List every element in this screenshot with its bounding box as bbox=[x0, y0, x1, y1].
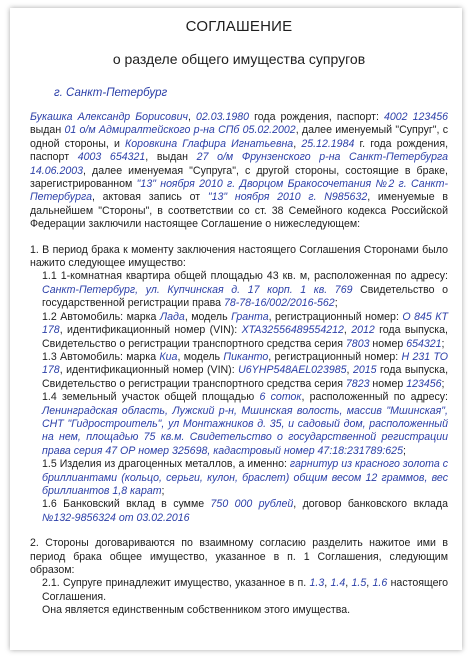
wife-name: Коровкина Глафира Игнатьевна bbox=[125, 137, 294, 150]
car2-number: 123456 bbox=[406, 377, 442, 390]
husband-passport: 4002 123456 bbox=[384, 111, 448, 123]
text: 2.1. Супруге принадлежит имущество, указанное в п. bbox=[42, 577, 310, 590]
document-subtitle: о разделе общего имущества супругов bbox=[112, 51, 366, 67]
clause-ref: 1.6 bbox=[372, 577, 388, 590]
text: года рождения, паспорт: bbox=[249, 111, 384, 123]
text: , именуемые в дальнейшем "Стороны", в соответствии со ст. 38 Семейного кодекса Российской Федерации заключили настоящее Соглашение о нижеследующем: bbox=[30, 191, 449, 231]
item-1-5 bbox=[30, 458, 448, 498]
car2-brand: Киа bbox=[159, 350, 178, 363]
text: выдан bbox=[30, 124, 65, 137]
text: 1.5 Изделия из драгоценных металлов, а именно: bbox=[42, 458, 290, 471]
item-1-2 bbox=[30, 311, 448, 351]
text: , актовая запись от bbox=[91, 191, 208, 204]
text: , bbox=[187, 111, 196, 123]
text: , bbox=[293, 137, 302, 150]
car2-series: 7823 bbox=[345, 377, 370, 390]
text: , идентификационный номер (VIN): bbox=[59, 324, 242, 337]
text: , bbox=[324, 577, 331, 590]
text: ; bbox=[402, 444, 406, 457]
item-2-1-owner: Она является единственным собственником этого имущества. bbox=[42, 604, 351, 617]
item-1-6 bbox=[30, 498, 448, 525]
text: 1.1 1-комнатная квартира общей площадью 43 кв. м, расположенная по адресу: bbox=[42, 270, 448, 283]
text: , далее именуемая "Супруга", с другой стороны, состоящие в браке, зарегистрированном bbox=[30, 164, 448, 191]
text: г. года рождения, паспорт bbox=[30, 137, 449, 164]
car2-year: 2015 bbox=[352, 364, 377, 377]
text: , идентификационный номер (VIN): bbox=[59, 364, 239, 377]
text: , расположенный по адресу: bbox=[301, 391, 448, 404]
text: , bbox=[345, 577, 352, 590]
text: , модель bbox=[184, 310, 232, 323]
text: , модель bbox=[177, 350, 224, 363]
text: 1.2 Автомобиль: марка bbox=[42, 310, 160, 323]
text: , bbox=[343, 324, 352, 337]
car2-model: Пиканто bbox=[223, 350, 269, 363]
item-1-3 bbox=[30, 351, 448, 391]
text: , договор банковского вклада bbox=[293, 498, 448, 511]
text: 1.4 земельный участок общей площадью bbox=[42, 391, 260, 404]
text: , регистрационный номер: bbox=[268, 350, 402, 363]
text: года выпуска, Свидетельство о регистрации транспортного средства серия bbox=[42, 364, 449, 390]
section-1-intro: 1. В период брака к моменту заключения настоящего Соглашения Сторонами было нажито следующее имущество: bbox=[30, 243, 448, 270]
parties-paragraph bbox=[30, 111, 448, 232]
item-1-1 bbox=[30, 270, 448, 310]
text: года выпуска, Свидетельство о регистрации транспортного средства серия bbox=[42, 324, 448, 350]
text: номер bbox=[369, 337, 407, 350]
text: , далее именуемый "Супруг", с одной стороны, и bbox=[30, 124, 449, 150]
record-date: "13" ноября 2010 г. N985632 bbox=[207, 191, 368, 204]
car1-model: Гранта bbox=[231, 310, 269, 323]
text: ; bbox=[441, 377, 445, 390]
document-body bbox=[30, 111, 448, 618]
car1-vin: XTA32556489554212 bbox=[241, 324, 344, 337]
husband-birth: 02.03.1980 bbox=[195, 111, 250, 123]
item-2-1 bbox=[30, 577, 448, 604]
husband-issued: 01 о/м Адмиралтейского р-на СПб 05.02.2002 bbox=[64, 124, 296, 137]
wife-issued: 27 о/м Фрунзенского р-на Санкт-Петербурга 14.06.2003 bbox=[30, 151, 448, 177]
text: ; bbox=[161, 484, 165, 497]
apartment-address: Санкт-Петербург, ул. Купчинская д. 17 корп. 1 кв. 769 bbox=[42, 283, 353, 296]
clause-ref: 1.3 bbox=[309, 577, 325, 590]
text: ; bbox=[441, 337, 445, 350]
city: г. Санкт-Петербург bbox=[54, 87, 168, 99]
wife-passport: 4003 654321 bbox=[77, 151, 146, 164]
car2-plate: Н 231 ТО 178 bbox=[42, 350, 448, 377]
spacer bbox=[30, 232, 448, 244]
text: , выдан bbox=[145, 151, 197, 164]
wife-birth: 25.12.1984 bbox=[301, 137, 355, 150]
car1-plate: О 845 КТ 178 bbox=[42, 310, 448, 337]
text: , bbox=[366, 577, 373, 590]
text: 1.3 Автомобиль: марка bbox=[42, 350, 160, 363]
text: , bbox=[346, 364, 353, 377]
text: ; bbox=[334, 297, 338, 310]
car1-number: 654321 bbox=[406, 337, 442, 350]
item-1-4 bbox=[30, 391, 448, 458]
car2-vin: U6YHP548AEL023985 bbox=[238, 364, 347, 377]
spacer bbox=[30, 525, 448, 537]
car1-year: 2012 bbox=[351, 324, 375, 337]
document-page bbox=[10, 8, 462, 650]
text: Свидетельство о государственной регистрации права bbox=[42, 283, 449, 310]
deposit-contract: №132-9856324 от 03.02.2016 bbox=[42, 511, 190, 524]
clause-ref: 1.5 bbox=[351, 577, 367, 590]
clause-ref: 1.4 bbox=[330, 577, 346, 590]
deposit-sum: 750 000 рублей bbox=[210, 498, 294, 511]
car1-brand: Лада bbox=[159, 310, 185, 323]
marriage-date: "13" ноября 2010 г. Дворцом Бракосочетания №2 г. Санкт-Петербурга bbox=[30, 178, 449, 204]
text: настоящего Соглашения. bbox=[42, 577, 448, 603]
land-address: Ленинградская область, Лужский р-н, Мшинская волость, массив "Мшинская", СНТ "Гидростроитель", ул Монтажников д. 35, и садовый дом, расположенный на нем, площадью 75 кв.м. Свидетельство о государственной регистрации права серия 47 ОР номер 325698, кадастровый номер 47:18:231789:625 bbox=[42, 404, 448, 457]
text: 1.6 Банковский вклад в сумме bbox=[42, 498, 211, 511]
text: номер bbox=[369, 377, 407, 390]
husband-name: Букашка Александр Борисович bbox=[30, 111, 188, 123]
section-2-intro: 2. Стороны договариваются по взаимному согласию разделить нажитое ими в период брака общее имущество, указанное в п. 1 Соглашения, следующим образом: bbox=[30, 537, 448, 576]
apartment-certificate: 78-78-16/002/2016-562 bbox=[223, 297, 335, 310]
text: , регистрационный номер: bbox=[268, 310, 403, 323]
jewelry-items: гарнитур из красного золота с бриллиантами (кольцо, серьги, кулон, браслет) общим весом 12 граммов, вес бриллиантов 1,8 карат bbox=[42, 458, 448, 497]
document-title: СОГЛАШЕНИЕ bbox=[185, 18, 293, 35]
car1-series: 7803 bbox=[345, 337, 370, 350]
land-area: 6 соток bbox=[259, 391, 302, 404]
